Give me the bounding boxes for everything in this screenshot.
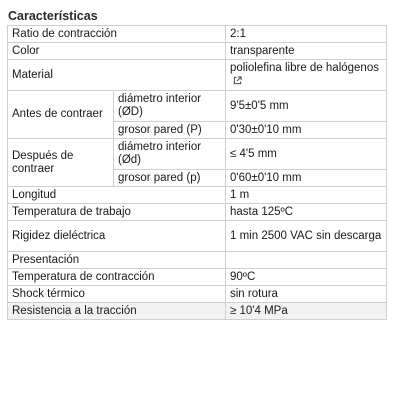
material-link[interactable]: poliolefina libre de halógenos xyxy=(230,62,379,74)
row-label: Temperatura de trabajo xyxy=(8,204,226,221)
table-row-color xyxy=(8,43,387,60)
row-value: 0'30±0'10 mm xyxy=(226,122,387,139)
table-row-temp-trabajo xyxy=(8,204,387,221)
row-label: Rigidez dieléctrica xyxy=(8,221,226,252)
table-row-presentacion xyxy=(8,252,387,269)
row-value: ≥ 10'4 MPa xyxy=(226,303,387,320)
sub-label: diámetro interior (ØD) xyxy=(114,91,226,122)
table-row-rigidez xyxy=(8,221,387,252)
row-value: 1 m xyxy=(226,187,387,204)
table-row-temp-contraccion xyxy=(8,269,387,286)
row-value: hasta 125ºC xyxy=(226,204,387,221)
table-row-antes-diametro xyxy=(8,91,387,122)
row-label: Presentación xyxy=(8,252,226,269)
row-label: Longitud xyxy=(8,187,226,204)
sub-label: grosor pared (p) xyxy=(114,170,226,187)
row-value: 0'60±0'10 mm xyxy=(226,170,387,187)
row-value: 1 min 2500 VAC sin descarga xyxy=(226,221,387,252)
row-value: 9'5±0'5 mm xyxy=(226,91,387,122)
row-value: ≤ 4'5 mm xyxy=(226,139,387,170)
row-label: Temperatura de contracción xyxy=(8,269,226,286)
table-row-material xyxy=(8,60,387,91)
sub-label: diámetro interior (Ød) xyxy=(114,139,226,170)
row-value xyxy=(226,252,387,269)
row-value: transparente xyxy=(226,43,387,60)
characteristics-section xyxy=(7,8,386,320)
table-row-shock xyxy=(8,286,387,303)
table-row-ratio xyxy=(8,26,387,43)
row-value: 90ºC xyxy=(226,269,387,286)
row-label: Color xyxy=(8,43,226,60)
row-label: Material xyxy=(8,60,226,91)
row-label: Después de contraer xyxy=(8,139,114,187)
row-label: Resistencia a la tracción xyxy=(8,303,226,320)
sub-label: grosor pared (P) xyxy=(114,122,226,139)
external-link-icon[interactable] xyxy=(233,76,242,85)
section-title: Características xyxy=(8,9,98,23)
table-row-despues-diametro xyxy=(8,139,387,170)
row-label: Antes de contraer xyxy=(8,91,114,139)
row-label: Ratio de contracción xyxy=(8,26,226,43)
table-row-resistencia xyxy=(8,303,387,320)
row-value: 2:1 xyxy=(226,26,387,43)
material-value-cell xyxy=(226,60,387,91)
table-row-longitud xyxy=(8,187,387,204)
characteristics-table xyxy=(7,25,387,320)
row-value: sin rotura xyxy=(226,286,387,303)
row-label: Shock térmico xyxy=(8,286,226,303)
